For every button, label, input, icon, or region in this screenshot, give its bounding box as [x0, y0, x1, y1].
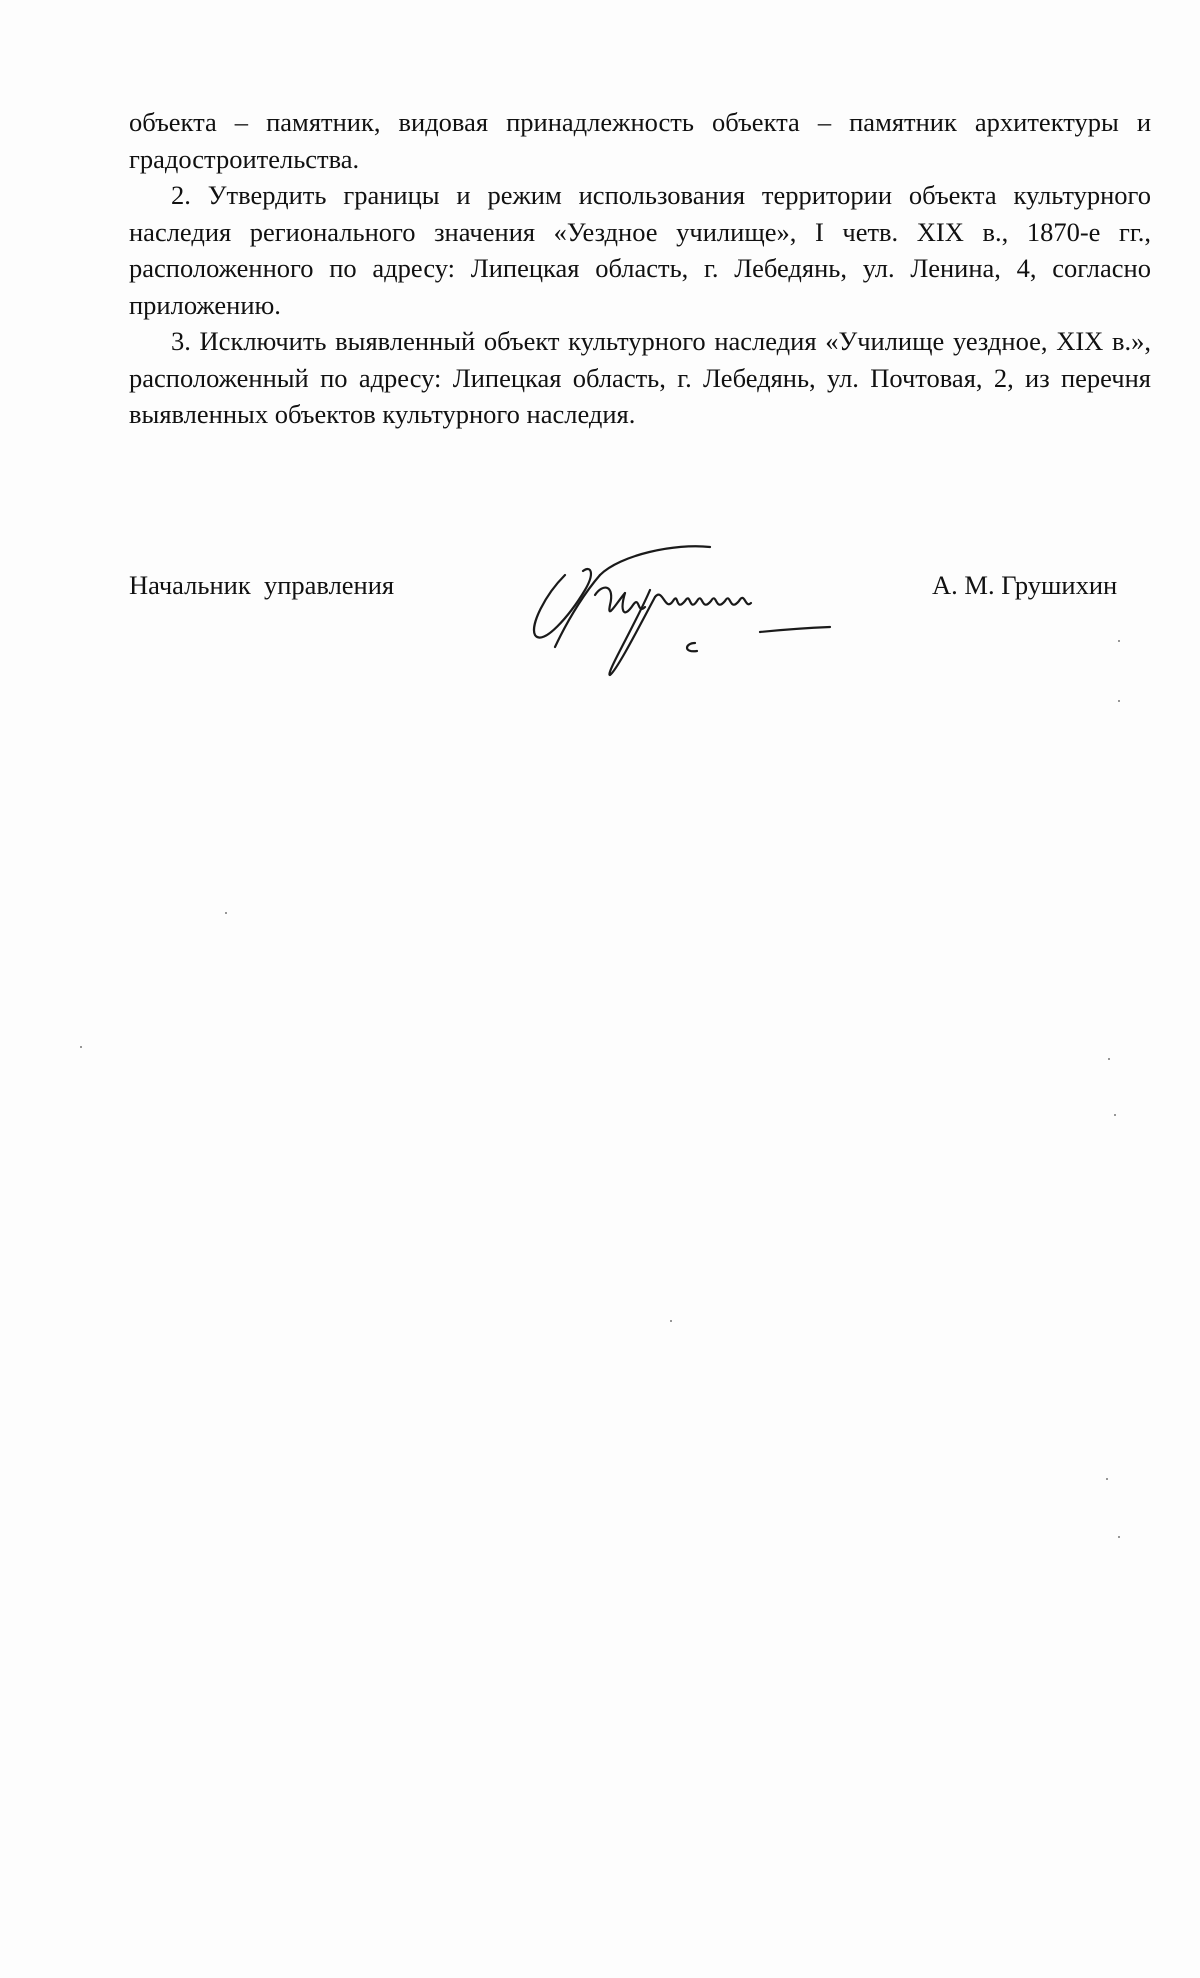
- paragraph-3: 3. Исключить выявленный объект культурного наследия «Училище уездное, XIX в.», расположенный по адресу: Липецкая область, г. Лебедянь, ул. Почтовая, 2, из перечня выявленных объектов культурного наследия.: [129, 326, 1151, 429]
- scan-speck: [670, 1320, 672, 1322]
- paragraph-1: объекта – памятник, видовая принадлежность объекта – памятник архитектуры и градостроительства.: [129, 107, 1151, 174]
- paragraph-2: 2. Утвердить границы и режим использования территории объекта культурного наследия регионального значения «Уездное училище», I четв. XIX в., 1870-е гг., расположенного по адресу: Липецкая область, г. Лебедянь, ул. Ленина, 4, согласно приложению.: [129, 180, 1151, 320]
- document-body: [129, 104, 1151, 433]
- signer-name: А. М. Грушихин: [932, 570, 1118, 600]
- scan-speck: [1118, 640, 1120, 642]
- position-title: Начальник управления: [129, 570, 395, 600]
- scan-speck: [1118, 700, 1120, 702]
- scan-speck: [1106, 1478, 1108, 1480]
- scan-speck: [1108, 1058, 1110, 1060]
- scan-speck: [1118, 1536, 1120, 1538]
- scan-speck: [225, 912, 227, 914]
- scan-speck: [1114, 1114, 1116, 1116]
- handwritten-signature: [525, 535, 865, 685]
- scan-speck: [80, 1046, 82, 1048]
